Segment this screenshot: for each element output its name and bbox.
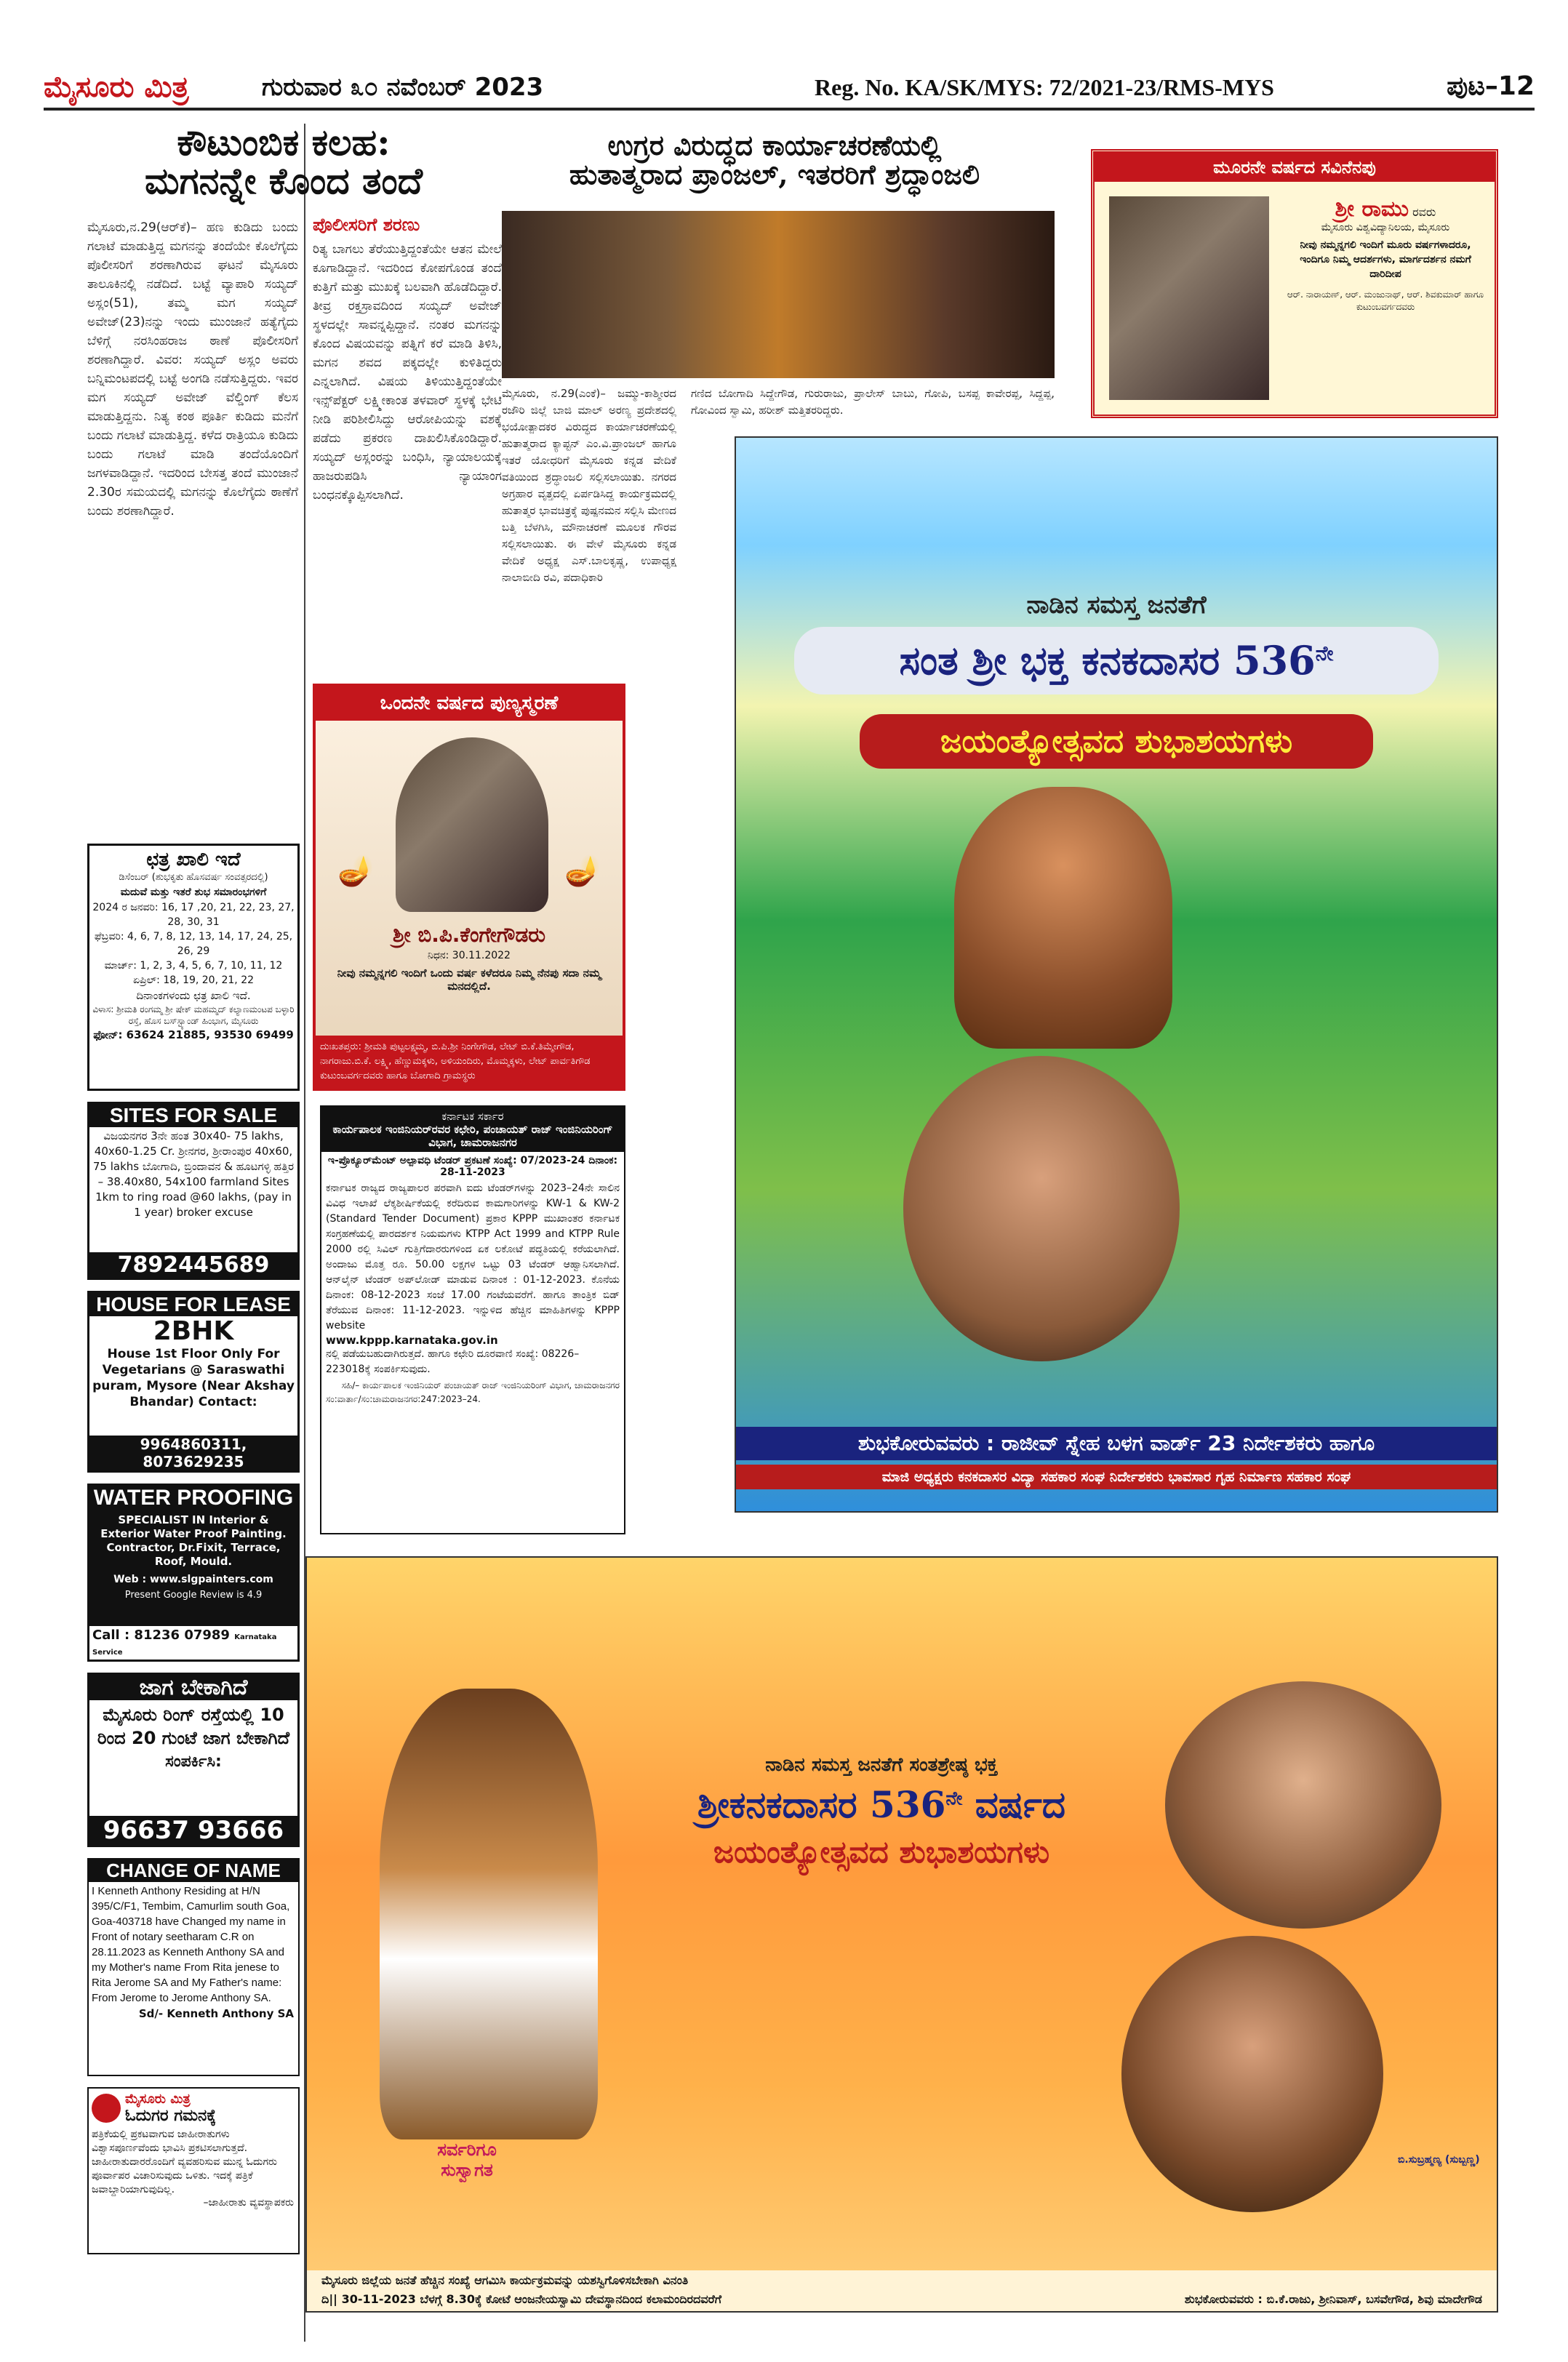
newspaper-logo: ಮೈಸೂರು ಮಿತ್ರ — [44, 70, 189, 104]
portrait-right-top — [1165, 1681, 1441, 1929]
newspaper-emblem-icon — [92, 2094, 121, 2123]
water-proofing-phone: Call : 81236 07989 — [92, 1628, 230, 1643]
lamp-icon-right: 🪔 — [564, 854, 601, 888]
tribute-photo — [502, 211, 1055, 378]
story2-caption-col1: ಮೈಸೂರು, ನ.29(ಎಂಕೆ)– ಜಮ್ಮು-ಕಾಶ್ಮೀರದ ರಜೌರಿ ಜಿಲ್ಲೆ ಬಾಜಿ ಮಾಲ್ ಅರಣ್ಯ ಪ್ರದೇಶದಲ್ಲಿ ಭಯೋತ್ಪಾದಕರ ವಿರುದ್ಧದ ಕಾರ್ಯಾಚರಣೆಯಲ್ಲಿ ಹುತಾತ್ಮರಾದ ಕ್ಯಾಪ್ಟನ್ ಎಂ.ವಿ.ಪ್ರಾಂಜಲ್ ಹಾಗೂ ಇತರೆ ಯೋಧರಿಗೆ ಮೈಸೂರು ಕನ್ನಡ ವೇದಿಕೆ ವತಿಯಿಂದ ಶ್ರದ್ಧಾಂಜಲಿ ಸಲ್ಲಿಸಲಾಯಿತು. ನಗರದ ಅಗ್ರಹಾರ ವೃತ್ತದಲ್ಲಿ ಏರ್ಪಡಿಸಿದ್ದ ಕಾರ್ಯಕ್ರಮದಲ್ಲಿ ಹುತಾತ್ಮರ ಭಾವಚಿತ್ರಕ್ಕೆ ಪುಷ್ಪನಮನ ಸಲ್ಲಿಸಿ ಮೇಣದ ಬತ್ತಿ ಬೆಳಗಿಸಿ, ಮೌನಾಚರಣೆ ಮೂಲಕ ಗೌರವ ಸಲ್ಲಿಸಲಾಯಿತು. ಈ ವೇಳೆ ಮೈಸೂರು ಕನ್ನಡ ವೇದಿಕೆ ಅಧ್ಯಕ್ಷ ಎಸ್.ಬಾಲಕೃಷ್ಣ, ಉಪಾಧ್ಯಕ್ಷ ನಾಲಾಬೀದಿ ರವಿ, ಪದಾಧಿಕಾರಿ — [502, 387, 676, 584]
story1-body-col1: ಮೈಸೂರು,ನ.29(ಆರ್‌ಕೆ)– ಹಣ ಕುಡಿದು ಬಂದು ಗಲಾಟೆ ಮಾಡುತ್ತಿದ್ದ ಮಗನನ್ನು ತಂದೆಯೇ ಕೊಲೆಗೈದು ಪೊಲೀಸರಿಗೆ ಶರಣಾಗಿರುವ ಘಟನೆ ಮೈಸೂರು ತಾಲೂಕಿನಲ್ಲಿ ನಡೆದಿದೆ. ಬಟ್ಟೆ ವ್ಯಾಪಾರಿ ಸಯ್ಯದ್ ಅಸ್ಲಂ(51), ತಮ್ಮ ಮಗ ಸಯ್ಯದ್ ಅವೇಜ್(23)ನನ್ನು ಇಂದು ಮುಂಜಾನೆ ಹತ್ಯೆಗೈದು ಬೆಳಿಗ್ಗೆ ನರಸಿಂಹರಾಜ ಠಾಣೆ ಪೊಲೀಸರಿಗೆ ಶರಣಾಗಿದ್ದಾರೆ. ವಿವರ: ಸಯ್ಯದ್ ಅಸ್ಲಂ ಅವರು ಬನ್ನಿಮಂಟಪದಲ್ಲಿ ಬಟ್ಟೆ ಅಂಗಡಿ ನಡೆಸುತ್ತಿದ್ದರು. ಇವರ ಮಗ ಸಯ್ಯದ್ ಅವೇಜ್ ವೆಲ್ಡಿಂಗ್ ಕೆಲಸ ಮಾಡುತ್ತಿದ್ದನು. ನಿತ್ಯ ಕಂಠ ಪೂರ್ತಿ ಕುಡಿದು ಮನೆಗೆ ಬಂದು ಗಲಾಟೆ ಮಾಡುತ್ತಿದ್ದ. ಕಳೆದ ರಾತ್ರಿಯೂ ಕುಡಿದು ಬಂದು ಗಲಾಟೆ ಮಾಡಿ ತಂದೆಯೊಂದಿಗೆ ಜಗಳವಾಡಿದ್ದಾನೆ. ಇದರಿಂದ ಬೇಸತ್ತ ತಂದೆ ಮುಂಜಾನೆ 2.30ರ ಸಮಯದಲ್ಲಿ ಮಗನನ್ನು ಕೊಲೆಗೈದು ಠಾಣೆಗೆ ಬಂದು ಶರಣಾಗಿದ್ದಾರೆ. — [87, 220, 298, 519]
portrait-right-bottom — [1121, 1936, 1383, 2212]
chatra-ad: ಛತ್ರ ಖಾಲಿ ಇದೆ ಡಿಸೆಂಬರ್ (ಶುಭಕೃತು ಹೊಸವರ್ಷ ಸಂವತ್ಸರದಲ್ಲಿ) ಮದುವೆ ಮತ್ತು ಇತರೆ ಶುಭ ಸಮಾರಂಭಗಳಿಗೆ 2024 ರ ಜನವರಿ: 16, 17 ,20, 21, 22, 23, 27, 28, 30, 31 ಫೆಬ್ರವರಿ: 4, 6, 7, 8, 12, 13, 14, 17, 24, 25, 26, 29 ಮಾರ್ಚ್: 1, 2, 3, 4, 5, 6, 7, 10, 11, 12 ಏಪ್ರಿಲ್: 18, 19, 20, 21, 22 ದಿನಾಂಕಗಳಂದು ಛತ್ರ ಖಾಲಿ ಇದೆ. ವಿಳಾಸ: ಶ್ರೀಮತಿ ರಂಗಮ್ಮ ಶ್ರೀ ಷೇಕ್ ಮಹಮ್ಮದ್ ಕಲ್ಯಾಣಮಂಟಪ ಬಳ್ಳಾರಿ ರಸ್ತೆ, ಹೊಸ ಬಸ್‌ಸ್ಟ್ಯಾಂಡ್ ಹಿಂಭಾಗ, ಮೈಸೂರು ಫೋನ್: 63624 21885, 93530 69499 — [87, 844, 300, 1091]
story1-subhead: ಪೊಲೀಸರಿಗೆ ಶರಣು — [313, 215, 420, 235]
deceased-portrait — [396, 737, 548, 912]
registration-number: Reg. No. KA/SK/MYS: 72/2021-23/RMS-MYS — [815, 74, 1274, 100]
story2-headline: ಉಗ್ರರ ವಿರುದ್ಧದ ಕಾರ್ಯಾಚರಣೆಯಲ್ಲಿ ಹುತಾತ್ಮರಾದ ಪ್ರಾಂಜಲ್, ಇತರರಿಗೆ ಶ್ರದ್ಧಾಂಜಲಿ — [569, 129, 980, 191]
lamp-icon-left: 🪔 — [337, 854, 374, 888]
masthead — [44, 70, 1535, 111]
water-proofing-ad: WATER PROOFING SPECIALIST IN Interior & Exterior Water Proof Painting. Contractor, Dr.Fixit, Terrace, Roof, Mould. Web : www.slgpainters.com Present Google Review is 4.9 Call : 81236 07989 Karnataka Service — [87, 1484, 300, 1662]
anniversary-first-ad: ಒಂದನೇ ವರ್ಷದ ಪುಣ್ಯಸ್ಮರಣೆ 🪔 🪔 ಶ್ರೀ ಬಿ.ಪಿ.ಕೆಂಗೇಗೌಡರು ನಿಧನ: 30.11.2022 ನೀವು ನಮ್ಮನ್ನಗಲಿ ಇಂದಿಗೆ ಒಂದು ವರ್ಷ ಕಳೆದರೂ ನಿಮ್ಮ ನೆನಪು ಸದಾ ನಮ್ಮ ಮನದಲ್ಲಿದೆ. ದುಃಖತಪ್ತರು: ಶ್ರೀಮತಿ ಪುಟ್ಟಲಕ್ಷ್ಮಮ್ಮ, ಬಿ.ಪಿ.ಶ್ರೀ ನಿಂಗೇಗೌಡ, ಲೇಟ್ ಬಿ.ಕೆ.ತಿಮ್ಮೇಗೌಡ, ನಾಗರಾಜು.ಬಿ.ಕೆ. ಲಕ್ಷ್ಮಿ, ಹೆಣ್ಣುಮಕ್ಕಳು, ಅಳಿಯಂದಿರು, ಮೊಮ್ಮಕ್ಕಳು, ಲೇಟ್ ಪಾರ್ವತಿಗೌಡ ಕುಟುಂಬವರ್ಗದವರು ಹಾಗೂ ಬೋಗಾದಿ ಗ್ರಾಮಸ್ಥರು — [313, 684, 625, 1091]
main-portrait — [903, 1056, 1180, 1361]
kanakadasa-ad-1: ನಾಡಿನ ಸಮಸ್ತ ಜನತೆಗೆ ಸಂತ ಶ್ರೀ ಭಕ್ತ ಕನಕದಾಸರ $536^{ನೇ}$ ಜಯಂತ್ಯೋತ್ಸವದ ಶುಭಾಶಯಗಳು ಶುಭಕೋರುವವರು : ರಾಜೀವ್ ಸ್ನೇಹ ಬಳಗ ವಾರ್ಡ್ 23 ನಿರ್ದೇಶಕರು ಹಾಗೂ ಮಾಜಿ ಅಧ್ಯಕ್ಷರು ಕನಕದಾಸರ ವಿದ್ಯಾ ಸಹಕಾರ ಸಂಘ ನಿರ್ದೇಶಕರು ಭಾವಸಾರ ಗೃಹ ನಿರ್ಮಾಣ ಸಹಕಾರ ಸಂಘ — [735, 436, 1498, 1513]
page-number: ಪುಟ–12 — [1447, 71, 1535, 101]
deceased-portrait — [1109, 196, 1269, 400]
anniversary-third-ad: ಮೂರನೇ ವರ್ಷದ ಸವಿನೆನಪು ಶ್ರೀ ರಾಮು ರವರು ಮೈಸೂರು ವಿಶ್ವವಿದ್ಯಾನಿಲಯ, ಮೈಸೂರು ನೀವು ನಮ್ಮನ್ನಗಲಿ ಇಂದಿಗೆ ಮೂರು ವರ್ಷಗಳಾದರೂ, ಇಂದಿಗೂ ನಿಮ್ಮ ಆದರ್ಶಗಳು, ಮಾರ್ಗದರ್ಶನ ನಮಗೆ ದಾರಿದೀಪ ಆರ್. ನಾರಾಯಣ್, ಆರ್. ಮಂಜುನಾಥ್, ಆರ್. ಶಿವಕುಮಾರ್ ಹಾಗೂ ಕುಟುಂಬವರ್ಗದವರು — [1091, 149, 1498, 418]
story2-caption-col2: ಗಣಿದ ಬೋಗಾದಿ ಸಿದ್ದೇಗೌಡ, ಗುರುರಾಜು, ಪ್ರಾಲೇಸ್ ಬಾಬು, ಗೋಪಿ, ಬಸಪ್ಪ ಕಾವೇರಪ್ಪ, ಸಿದ್ದಪ್ಪ, ಗೋವಿಂದ ಸ್ವಾಮಿ, ಹರೀಶ್ ಮತ್ತಿತರರಿದ್ದರು. — [691, 387, 1055, 417]
land-wanted-ad: ಜಾಗ ಬೇಕಾಗಿದೆ ಮೈಸೂರು ರಿಂಗ್ ರಸ್ತೆಯಲ್ಲಿ 10 ರಿಂದ 20 ಗುಂಟೆ ಜಾಗ ಬೇಕಾಗಿದೆ ಸಂಪರ್ಕಿಸಿ: 96637 93666 — [87, 1673, 300, 1847]
saint-kanakadasa-figure — [954, 787, 1172, 1049]
story1-body-col2: ರಿತ್ಯ ಬಾಗಲು ತೆರೆಯುತ್ತಿದ್ದಂತೆಯೇ ಆತನ ಮೇಲೆ ಕೂಗಾಡಿದ್ದಾನೆ. ಇದರಿಂದ ಕೋಪಗೊಂಡ ತಂದೆ ಕುತ್ತಿಗೆ ಮತ್ತು ಮುಖಕ್ಕೆ ಬಲವಾಗಿ ಹೊಡೆದಿದ್ದಾರೆ. ತೀವ್ರ ರಕ್ತಸ್ರಾವದಿಂದ ಸಯ್ಯದ್ ಅವೇಜ್ ಸ್ಥಳದಲ್ಲೇ ಸಾವನ್ನಪ್ಪಿದ್ದಾನೆ. ನಂತರ ಮಗನನ್ನು ಕೊಂದ ವಿಷಯವನ್ನು ಪತ್ನಿಗೆ ಕರೆ ಮಾಡಿ ತಿಳಿಸಿ, ಮಗನ ಶವದ ಪಕ್ಕದಲ್ಲೇ ಕುಳಿತಿದ್ದರು ಎನ್ನಲಾಗಿದೆ. ವಿಷಯ ತಿಳಿಯುತ್ತಿದ್ದಂತೆಯೇ ಇನ್ಸ್‌ಪೆಕ್ಟರ್ ಲಕ್ಷ್ಮೀಕಾಂತ ತಳವಾರ್ ಸ್ಥಳಕ್ಕೆ ಭೇಟಿ ನೀಡಿ ಪರಿಶೀಲಿಸಿದ್ದು ಆರೋಪಿಯನ್ನು ವಶಕ್ಕೆ ಪಡೆದು ಪ್ರಕರಣ ದಾಖಲಿಸಿಕೊಂಡಿದ್ದಾರೆ. ಸಯ್ಯದ್ ಅಸ್ಲಂರನ್ನು ಬಂಧಿಸಿ, ನ್ಯಾಯಾಲಯಕ್ಕೆ ಹಾಜರುಪಡಿಸಿ ನ್ಯಾಯಾಂಗ ಬಂಧನಕ್ಕೊಪ್ಪಿಸಲಾಗಿದೆ. — [313, 242, 502, 503]
tender-url: www.kppp.karnataka.gov.in — [326, 1334, 498, 1347]
story1-headline: ಕೌಟುಂಬಿಕ ಕಲಹ: ಮಗನನ್ನೇ ಕೊಂದ ತಂದೆ — [145, 121, 423, 202]
sites-for-sale-ad: SITES FOR SALE ವಿಜಯನಗರ 3ನೇ ಹಂತ 30x40- 75 lakhs, 40x60-1.25 Cr. ಶ್ರೀನಗರ, ಶ್ರೀರಾಂಪುರ 40x60, 75 lakhs ಬೋಗಾದಿ, ಬ್ರಿಂದಾವನ & ಹೂಟಗಳ್ಳಿ ಹತ್ತಿರ – 38.40x80, 54x100 farmland Sites 1km to ring road @60 lakhs, (pay in 1 year) broker excuse 7892445689 — [87, 1102, 300, 1280]
tender-notice: ಕರ್ನಾಟಕ ಸರ್ಕಾರ ಕಾರ್ಯಪಾಲಕ ಇಂಜಿನಿಯರ್‌ರವರ ಕಛೇರಿ, ಪಂಚಾಯತ್ ರಾಜ್ ಇಂಜಿನಿಯರಿಂಗ್ ವಿಭಾಗ, ಚಾಮರಾಜನಗರ ಇ-ಪ್ರೊಕ್ಯೂರ್‌ಮೆಂಟ್ ಅಲ್ಪಾವಧಿ ಟೆಂಡರ್ ಪ್ರಕಟಣೆ ಸಂಖ್ಯೆ: 07/2023-24 ದಿನಾಂಕ: 28-11-2023 ಕರ್ನಾಟಕ ರಾಜ್ಯದ ರಾಜ್ಯಪಾಲರ ಪರವಾಗಿ ಐದು ಟೆಂಡರ್‌ಗಳನ್ನು 2023–24ನೇ ಸಾಲಿನ ವಿವಿಧ ಇಲಾಖೆ ಲೆಕ್ಕಶೀರ್ಷಿಕೆಯಲ್ಲಿ ಕರೆದಿರುವ ಕಾಮಗಾರಿಗಳನ್ನು KW-1 & KW-2 (Standard Tender Document) ಪ್ರಕಾರ KPPP ಮುಖಾಂತರ ಕರ್ನಾಟಕ ಸಂಗ್ರಹಣೆಯಲ್ಲಿ ಪಾರದರ್ಶಕ ನಿಯಮಗಳು KTPP Act 1999 and KTPP Rule 2000 ರಲ್ಲಿ ಸಿವಿಲ್ ಗುತ್ತಿಗೆದಾರರುಗಳಿಂದ ಏಕ ಲಕೋಟೆ ಪದ್ಧತಿಯಲ್ಲಿ ಕರೆಯಲಾಗಿದೆ. ಅಂದಾಜು ಮೊತ್ತ ರೂ. 50.00 ಲಕ್ಷಗಳ ಒಟ್ಟು 03 ಟೆಂಡರ್ ಆಹ್ವಾನಿಸಲಾಗಿದೆ. ಆನ್‌ಲೈನ್ ಟೆಂಡರ್ ಅಪ್‌ಲೋಡ್ ಮಾಡುವ ದಿನಾಂಕ : 01-12-2023. ಕೊನೆಯ ದಿನಾಂಕ: 08-12-2023 ಸಂಜೆ 17.00 ಗಂಟೆಯವರೆಗೆ. ಹಾಗೂ ತಾಂತ್ರಿಕ ಬಿಡ್ ತೆರೆಯುವ ದಿನಾಂಕ: 11-12-2023. ಇನ್ನುಳಿದ ಹೆಚ್ಚಿನ ಮಾಹಿತಿಗಳನ್ನು KPPP website www.kppp.karnataka.gov.in ನಲ್ಲಿ ಪಡೆಯಬಹುದಾಗಿರುತ್ತದೆ. ಹಾಗೂ ಕಛೇರಿ ದೂರವಾಣಿ ಸಂಖ್ಯೆ: 08226– 223018ಕ್ಕೆ ಸಂಪರ್ಕಿಸುವುದು. ಸಹಿ/– ಕಾರ್ಯಪಾಲಕ ಇಂಜಿನಿಯರ್ ಪಂಚಾಯತ್ ರಾಜ್ ಇಂಜಿನಿಯರಿಂಗ್ ವಿಭಾಗ, ಚಾಮರಾಜನಗರ ಸಂ:ವಾರ್ತಾ/ಸಂ:ಚಾಮರಾಜನಗರ:247:2023–24. — [320, 1105, 625, 1534]
kanakadasa-ad-2: ನಾಡಿನ ಸಮಸ್ತ ಜನತೆಗೆ ಸಂತಶ್ರೇಷ್ಠ ಭಕ್ತ ಶ್ರೀಕನಕದಾಸರ $536^{ನೇ}$ ವರ್ಷದ ಜಯಂತ್ಯೋತ್ಸವದ ಶುಭಾಶಯಗಳು ಸರ್ವರಿಗೂ ಸುಸ್ವಾಗತ ಬಿ.ಸುಬ್ರಹ್ಮಣ್ಯ (ಸುಬ್ಬಣ್ಣ) ಮೈಸೂರು ಜಿಲ್ಲೆಯ ಜನತೆ ಹೆಚ್ಚಿನ ಸಂಖ್ಯೆ ಆಗಮಿಸಿ ಕಾರ್ಯಕ್ರಮವನ್ನು ಯಶಸ್ವಿಗೊಳಿಸಬೇಕಾಗಿ ವಿನಂತಿ ದಿ|| 30-11-2023 ಬೆಳಗ್ಗೆ 8.30ಕ್ಕೆ ಕೋಟೆ ಆಂಜನೇಯಸ್ವಾಮಿ ದೇವಸ್ಥಾನದಿಂದ ಕಲಾಮಂದಿರದವರೆಗೆ ಶುಭಕೋರುವವರು : ಬಿ.ಕೆ.ರಾಜು, ಶ್ರೀನಿವಾಸ್, ಬಸವೇಗೌಡ, ಶಿವು ಮಾದೇಗೌಡ — [305, 1556, 1498, 2313]
change-of-name-ad: CHANGE OF NAME I Kenneth Anthony Residing at H/N 395/C/F1, Tembim, Camurlim south Goa, Goa-403718 have Changed my name in Front of notary seetharam C.R on 28.11.2023 as Kenneth Anthony SA and my Mother's name From Rita jenese to Rita Jerome SA and My Father's name: From Jerome to Jerome Anthony SA. Sd/- Kenneth Anthony SA — [87, 1858, 300, 2076]
issue-date: ಗುರುವಾರ ೩೦ ನವೆಂಬರ್ 2023 — [262, 73, 544, 102]
house-lease-ad: HOUSE FOR LEASE 2BHK House 1st Floor Only For Vegetarians @ Saraswathi puram, Mysore (Near Akshay Bhandar) Contact: 9964860311, 8073629235 — [87, 1291, 300, 1473]
readers-notice: ಮೈಸೂರು ಮಿತ್ರ ಓದುಗರ ಗಮನಕ್ಕೆ ಪತ್ರಿಕೆಯಲ್ಲಿ ಪ್ರಕಟವಾಗುವ ಜಾಹೀರಾತುಗಳು ವಿಶ್ವಾಸಪೂರ್ಣವೆಂದು ಭಾವಿಸಿ ಪ್ರಕಟಿಸಲಾಗುತ್ತದೆ. ಜಾಹೀರಾತುದಾರರೊಂದಿಗೆ ವ್ಯವಹರಿಸುವ ಮುನ್ನ ಓದುಗರು ಪೂರ್ವಾಪರ ವಿಚಾರಿಸುವುದು ಒಳಿತು. ಇದಕ್ಕೆ ಪತ್ರಿಕೆ ಜವಾಬ್ದಾರಿಯಾಗುವುದಿಲ್ಲ. –ಜಾಹೀರಾತು ವ್ಯವಸ್ಥಾಪಕರು — [87, 2087, 300, 2254]
kanakadasa-illustration — [380, 1689, 598, 2139]
